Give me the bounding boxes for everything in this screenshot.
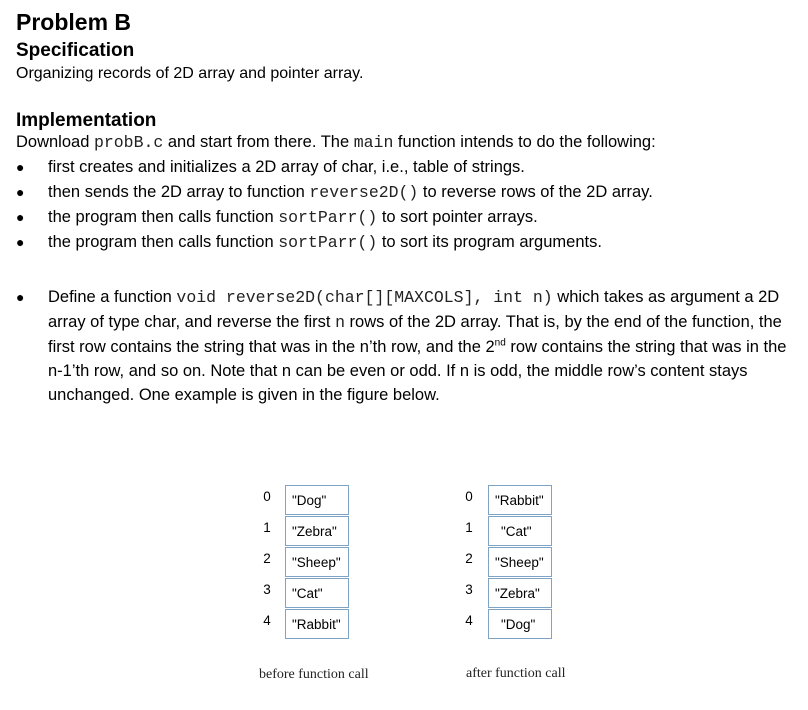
table-cell: "Sheep"	[488, 547, 552, 577]
table-cell: "Rabbit"	[285, 609, 349, 639]
specification-text: Organizing records of 2D array and pointer array.	[16, 65, 364, 82]
row-index: 1	[465, 520, 473, 535]
before-caption: before function call	[259, 667, 369, 682]
table-cell: "Cat"	[285, 578, 349, 608]
row-index: 0	[263, 489, 271, 504]
table-cell: "Dog"	[285, 485, 349, 515]
after-caption: after function call	[466, 666, 566, 681]
row-index: 4	[263, 613, 271, 628]
implementation-intro: Download probB.c and start from there. The main function intends to do the following:	[16, 133, 656, 152]
row-index: 2	[263, 551, 271, 566]
main-code: main	[353, 133, 394, 152]
list-item: ● then sends the 2D array to function reverse2D() to reverse rows of the 2D array.	[16, 183, 653, 202]
table-cell: "Zebra"	[285, 516, 349, 546]
row-index: 2	[465, 551, 473, 566]
list-item: ● the program then calls function sortParr() to sort its program arguments.	[16, 233, 602, 252]
filename-code: probB.c	[93, 133, 164, 152]
row-index: 1	[263, 520, 271, 535]
bullet-icon: ●	[16, 209, 25, 225]
row-index: 3	[465, 582, 473, 597]
list-item: ● first creates and initializes a 2D array of char, i.e., table of strings.	[16, 158, 525, 176]
table-cell: "Cat"	[488, 516, 552, 546]
table-cell: "Zebra"	[488, 578, 552, 608]
function-signature: void reverse2D(char[][MAXCOLS], int n)	[176, 288, 553, 307]
table-cell: "Dog"	[488, 609, 552, 639]
definition-paragraph: ● Define a function void reverse2D(char[][MAXCOLS], int n) which takes as argument a 2D array of type char, and reverse the first n rows of the 2D array. That is, by the end of the function, the first row contains the string that was in the n’th row, and the 2nd row contains the string that was in the n-1’th row, and so on. Note that n can be even or odd. If n is odd, the middle row’s content stays unchanged. One example is given in the figure below.	[16, 285, 796, 407]
bullet-icon: ●	[16, 289, 25, 305]
row-index: 0	[465, 489, 473, 504]
page-title: Problem B	[16, 9, 132, 35]
bullet-icon: ●	[16, 159, 25, 175]
table-cell: "Sheep"	[285, 547, 349, 577]
specification-heading: Specification	[16, 40, 135, 61]
list-item: ● the program then calls function sortParr() to sort pointer arrays.	[16, 208, 538, 227]
row-index: 3	[263, 582, 271, 597]
bullet-icon: ●	[16, 184, 25, 200]
table-cell: "Rabbit"	[488, 485, 552, 515]
row-index: 4	[465, 613, 473, 628]
bullet-icon: ●	[16, 234, 25, 250]
implementation-heading: Implementation	[16, 110, 157, 131]
